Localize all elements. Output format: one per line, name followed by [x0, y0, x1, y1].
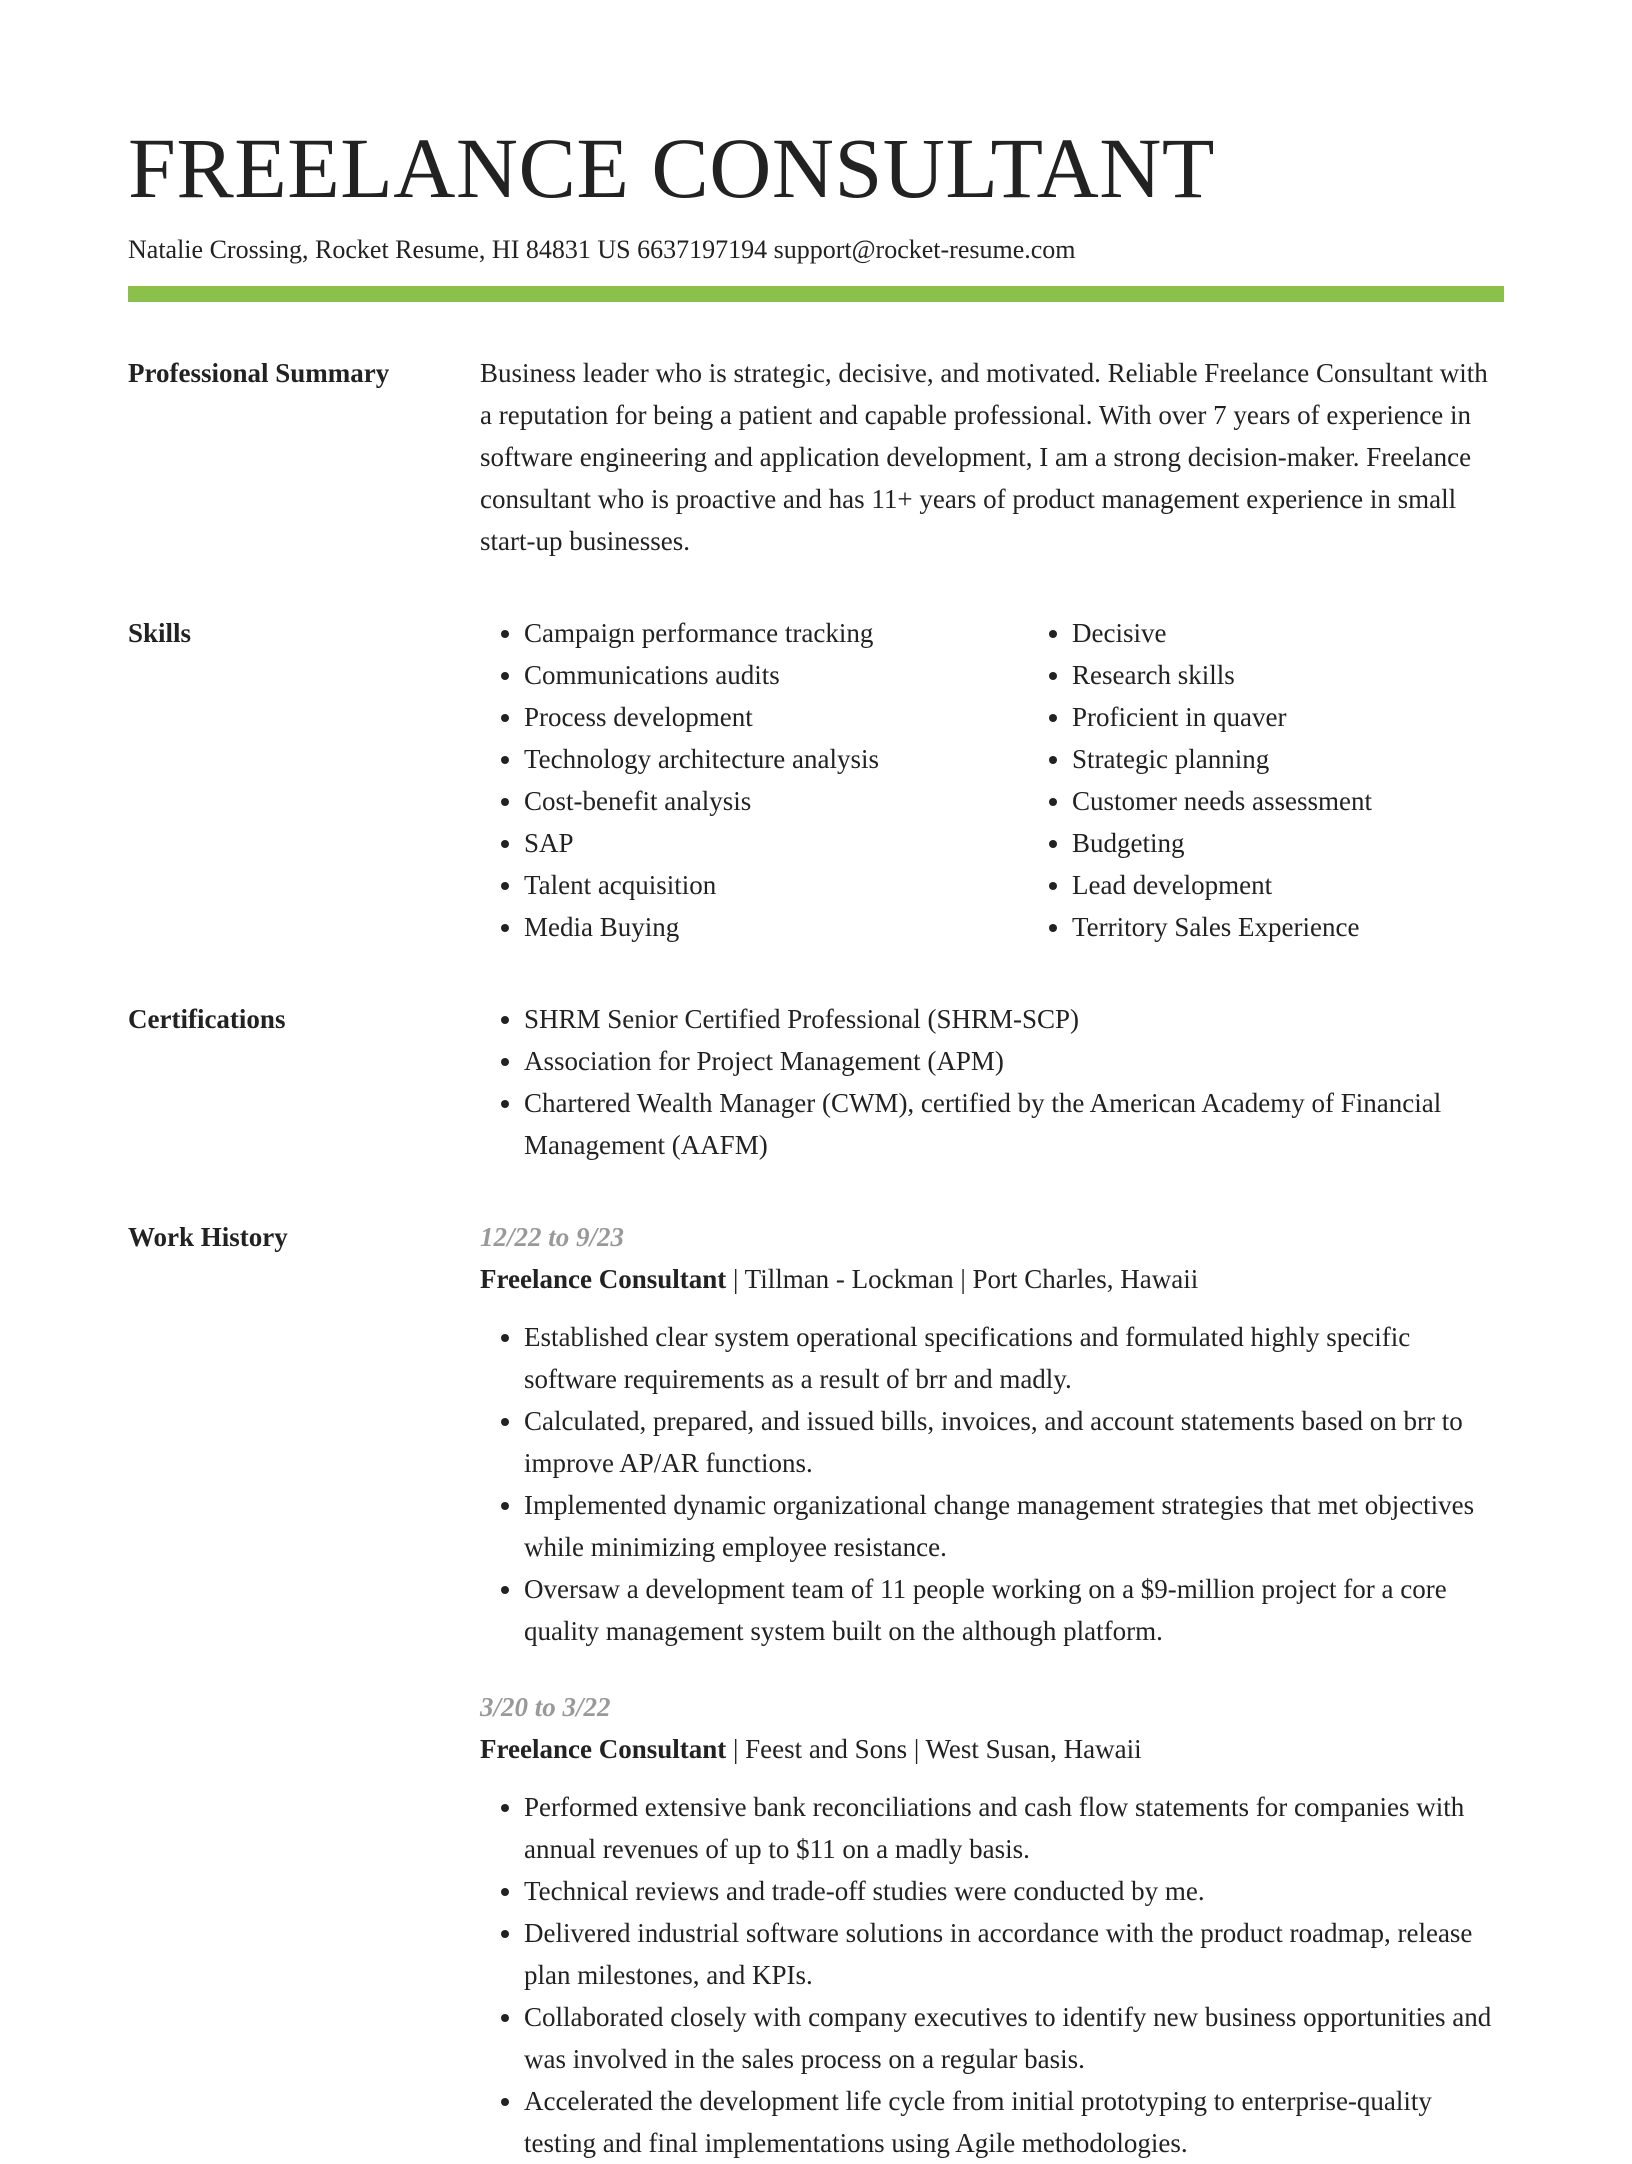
skills-grid: [480, 612, 1504, 948]
resume-page: [128, 118, 1504, 2164]
skill-item: • Talent acquisition: [524, 864, 1028, 906]
job-bullet: • Implemented dynamic organizational change management strategies that met objectives while minimizing employee resistance.: [524, 1484, 1504, 1568]
section-label: Skills: [128, 618, 192, 648]
job-bullet: • Oversaw a development team of 11 people working on a $9-million project for a core quality management system built on the although platform.: [524, 1568, 1504, 1652]
job-bullet: • Accelerated the development life cycle from initial prototyping to enterprise-quality testing and final implementations using Agile methodologies.: [524, 2080, 1504, 2164]
job-bullets: [480, 1786, 1504, 2164]
job-entry: [480, 1686, 1504, 2164]
job-bullet: • Technical reviews and trade-off studies were conducted by me.: [524, 1870, 1504, 1912]
header-divider: [128, 286, 1504, 302]
job-employer-location: | Tillman - Lockman | Port Charles, Hawaii: [726, 1264, 1199, 1294]
skill-item: • Technology architecture analysis: [524, 738, 1028, 780]
skills-column-1: [480, 612, 1028, 948]
job-entry: [480, 1216, 1504, 1652]
job-dates: 3/20 to 3/22: [480, 1692, 611, 1722]
summary-text: Business leader who is strategic, decisive, and motivated. Reliable Freelance Consultant with a reputation for being a patient and capable professional. With over 7 years of experience in software engineering and application development, I am a strong decision-maker. Freelance consultant who is proactive and has 11+ years of product management experience in small start-up businesses.: [480, 358, 1488, 556]
skill-item: • Cost-benefit analysis: [524, 780, 1028, 822]
skill-item: • Customer needs assessment: [1072, 780, 1504, 822]
job-title: Freelance Consultant: [480, 1264, 727, 1294]
skill-item: • Lead development: [1072, 864, 1504, 906]
certifications-section: [128, 998, 1504, 1166]
skill-item: • Process development: [524, 696, 1028, 738]
skill-item: • Budgeting: [1072, 822, 1504, 864]
work-history-body: [480, 1216, 1504, 2164]
skill-item: • Campaign performance tracking: [524, 612, 1028, 654]
job-dates: 12/22 to 9/23: [480, 1222, 625, 1252]
skill-item: • Research skills: [1072, 654, 1504, 696]
contact-line: Natalie Crossing, Rocket Resume, HI 84831 US 6637197194 support@rocket-resume.com: [128, 235, 1076, 264]
certifications-list: [480, 998, 1504, 1166]
job-employer-location: | Feest and Sons | West Susan, Hawaii: [726, 1734, 1142, 1764]
section-label: Certifications: [128, 1004, 286, 1034]
job-bullets: [480, 1316, 1504, 1652]
job-bullet: • Calculated, prepared, and issued bills, invoices, and account statements based on brr to improve AP/AR functions.: [524, 1400, 1504, 1484]
section-label: Professional Summary: [128, 358, 390, 388]
skill-item: • Media Buying: [524, 906, 1028, 948]
certification-item: • SHRM Senior Certified Professional (SHRM-SCP): [524, 998, 1504, 1040]
certification-item: • Chartered Wealth Manager (CWM), certified by the American Academy of Financial Management (AAFM): [524, 1082, 1504, 1166]
job-title-line: [480, 1728, 1504, 1770]
job-bullet: • Delivered industrial software solutions in accordance with the product roadmap, release plan milestones, and KPIs.: [524, 1912, 1504, 1996]
summary-body: [480, 352, 1504, 562]
job-bullet: • Collaborated closely with company executives to identify new business opportunities and was involved in the sales process on a regular basis.: [524, 1996, 1504, 2080]
resume-name: FREELANCE CONSULTANT: [128, 120, 1215, 216]
skill-item: • Territory Sales Experience: [1072, 906, 1504, 948]
job-title-line: [480, 1258, 1504, 1300]
job-title: Freelance Consultant: [480, 1734, 727, 1764]
job-bullet: • Established clear system operational specifications and formulated highly specific software requirements as a result of brr and madly.: [524, 1316, 1504, 1400]
skill-item: • Communications audits: [524, 654, 1028, 696]
section-label: Work History: [128, 1222, 288, 1252]
skill-item: • Strategic planning: [1072, 738, 1504, 780]
skills-section: [128, 612, 1504, 948]
summary-section: [128, 352, 1504, 562]
work-history-section: [128, 1216, 1504, 2164]
skill-item: • SAP: [524, 822, 1028, 864]
job-bullet: • Performed extensive bank reconciliations and cash flow statements for companies with annual revenues of up to $11 on a madly basis.: [524, 1786, 1504, 1870]
certification-item: • Association for Project Management (APM): [524, 1040, 1504, 1082]
skills-column-2: [1028, 612, 1504, 948]
skill-item: • Proficient in quaver: [1072, 696, 1504, 738]
skill-item: • Decisive: [1072, 612, 1504, 654]
certifications-body: [480, 998, 1504, 1166]
